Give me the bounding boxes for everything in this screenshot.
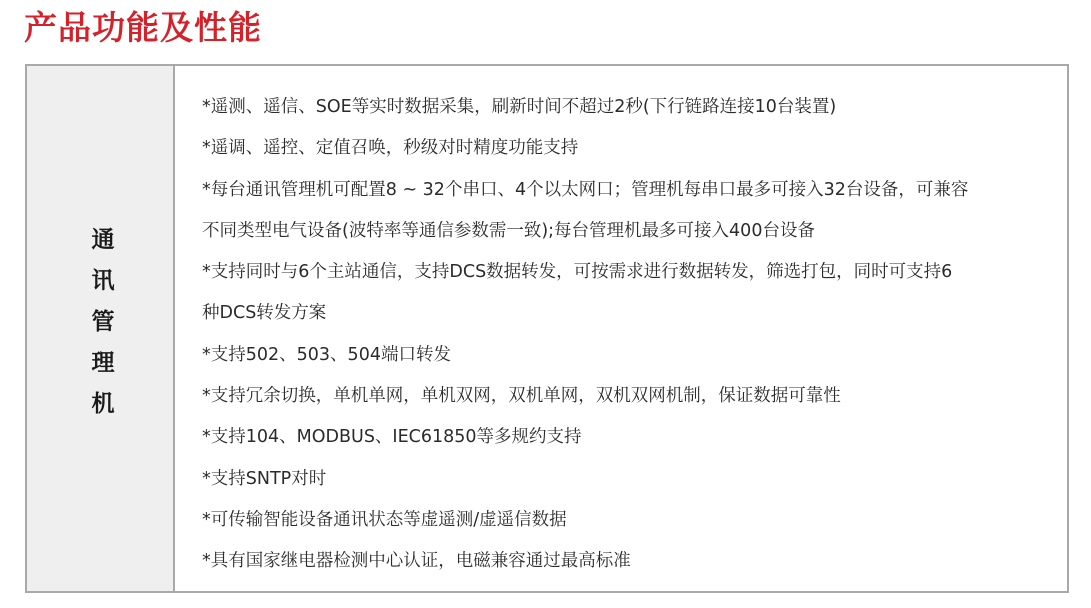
- feature-line: *遥调、遥控、定值召唤，秒级对时精度功能支持: [202, 138, 579, 159]
- category-label: 通讯管理机: [87, 227, 114, 432]
- feature-line: *每台通讯管理机可配置8 ~ 32个串口、4个以太网口；管理机每串口最多可接入32台设备，可兼容: [202, 179, 969, 200]
- feature-line: *遥测、遥信、SOE等实时数据采集，刷新时间不超过2秒(下行链路连接10台装置): [202, 97, 837, 117]
- feature-line: *支持冗余切换，单机单网，单机双网，双机单网，双机双网机制，保证数据可靠性: [202, 386, 841, 407]
- feature-line: 不同类型电气设备(波特率等通信参数需一致);每台管理机最多可接入400台设备: [202, 220, 815, 241]
- page-title: 产品功能及性能: [24, 8, 262, 47]
- feature-line: *可传输智能设备通讯状态等虚遥测/虚遥信数据: [202, 509, 567, 530]
- category-cell: [27, 66, 175, 591]
- feature-line: *支持SNTP对时: [202, 468, 327, 489]
- feature-line: *支持502、503、504端口转发: [202, 344, 451, 365]
- feature-line: *支持同时与6个主站通信，支持DCS数据转发，可按需求进行数据转发，筛选打包，同时可支持6: [202, 262, 953, 283]
- feature-list: [175, 66, 1067, 591]
- feature-line: *具有国家继电器检测中心认证，电磁兼容通过最高标准: [202, 551, 631, 572]
- feature-line: 种DCS转发方案: [202, 303, 327, 324]
- feature-line: *支持104、MODBUS、IEC61850等多规约支持: [202, 427, 582, 448]
- spec-table: [25, 64, 1069, 593]
